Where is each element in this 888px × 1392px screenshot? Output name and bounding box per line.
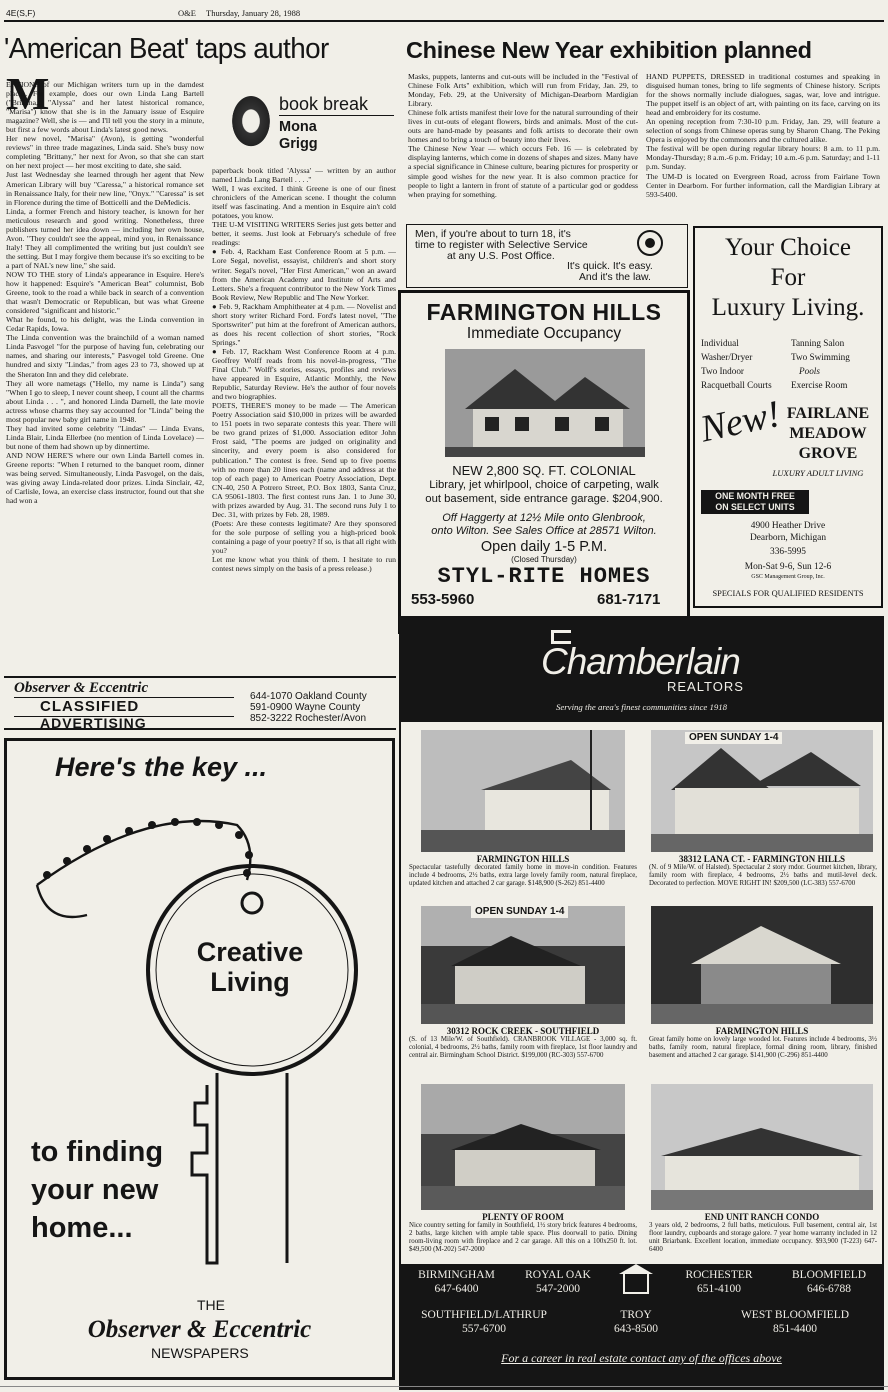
chamberlain-ad [399, 616, 884, 1390]
fairlane-amenities-right [791, 336, 881, 392]
header-rule [4, 20, 884, 22]
listing-4-title: FARMINGTON HILLS [715, 1026, 809, 1036]
listing-2-photo [651, 730, 873, 852]
office-royal-oak [513, 1268, 603, 1296]
listing-5-house [421, 1084, 625, 1210]
listing-5-photo [421, 1084, 625, 1210]
key-ad-headline: Here's the key ... [55, 752, 268, 782]
listing-3-open-banner: OPEN SUNDAY 1-4 [471, 906, 568, 918]
office-west-bloomfield-phone: 851-4400 [772, 1323, 818, 1335]
new-script: New! [696, 392, 784, 451]
selective-service-ad [406, 224, 688, 288]
house-drawing [445, 349, 645, 457]
classified-label: CLASSIFIED [40, 698, 140, 715]
listing-6-desc: 3 years old, 2 bedrooms, 2 full baths, meticulous. Full basement, central air, 1st floor laundry, cupboards and storage galore. 7 year home warranty included in 12 unit Briarbank. Excellent location, immediate occupancy. $93,900 (T-223) 647-6400 [649, 1222, 877, 1253]
farmington-body-1: Library, jet whirlpool, choice of carpeting, walk [429, 479, 659, 491]
headline-american-beat: 'American Beat' taps author [4, 33, 329, 65]
listing-3 [407, 904, 639, 1076]
column-logo [211, 88, 396, 162]
listing-3-house [421, 906, 625, 1024]
farmington-headline: NEW 2,800 SQ. FT. COLONIAL [452, 463, 636, 478]
office-troy-phone: 643-8500 [613, 1323, 659, 1335]
office-southfield-lathrup [409, 1308, 559, 1336]
amenity-left-0: Individual [701, 338, 739, 348]
listing-4-desc: Great family home on lovely large wooded lot. Features include 4 bedrooms, 3½ baths, family room, natural fireplace, formal dining room, library, finished basement and attached 2 car garage. $141,900 (C-296) 851-4400 [649, 1036, 877, 1059]
amenity-right-3: Exercise Room [791, 380, 848, 390]
chamberlain-career-footer: For a career in real estate contact any of the offices above [501, 1351, 782, 1365]
farmington-house-photo [445, 349, 645, 457]
free-line-2: ON SELECT UNITS [715, 502, 795, 512]
office-west-bloomfield-city: WEST BLOOMFIELD [740, 1309, 850, 1321]
office-royal-oak-city: ROYAL OAK [525, 1269, 591, 1281]
chamberlain-offices-bar [401, 1264, 882, 1388]
chamberlain-logo: Chamberlain [541, 641, 740, 682]
key-ad [4, 738, 395, 1380]
drop-cap: M [6, 68, 50, 119]
office-birmingham-city: BIRMINGHAM [418, 1269, 495, 1281]
farmington-open-hours: Open daily 1-5 P.M. [480, 539, 608, 555]
key-hole [242, 893, 262, 913]
columnist-photo [227, 95, 275, 153]
listing-2-desc: (N. of 9 Mile/W. of Halsted). Spectacular 2 story rndor. Gourmet kitchen, library, family room with fireplace, 4 bedrooms, 2½ baths and mutil-level deck. Decorated to perfection. MOVE RIGHT IN! $209,500 (LC-383) 557-6700 [649, 864, 877, 887]
key-text-creative: Creative [196, 937, 304, 967]
listing-6-house [651, 1084, 873, 1210]
selective-line-2: time to register with Selective Service [415, 240, 588, 251]
classified-phone-2: 591-0900 Wayne County [250, 702, 361, 713]
farmington-closed: (Closed Thursday) [511, 555, 577, 564]
classified-advertising-box [4, 676, 396, 730]
page-number: 4E(S,F) [6, 8, 36, 18]
farmington-title: FARMINGTON HILLS [426, 299, 662, 325]
fairlane-address-1: 4900 Heather Drive [750, 521, 826, 531]
amenity-right-2: Pools [799, 366, 820, 376]
page-header [6, 6, 882, 20]
amenity-left-1: Washer/Dryer [701, 352, 753, 362]
fairlane-amenities-left [701, 336, 791, 392]
headline-chinese-new-year: Chinese New Year exhibition planned [406, 37, 812, 63]
fairlane-hours: Mon-Sat 9-6, Sun 12-6 [744, 562, 832, 572]
listing-4-photo [651, 906, 873, 1024]
selective-line-4: It's quick. It's easy. [567, 261, 653, 272]
office-bloomfield-city: BLOOMFIELD [791, 1269, 867, 1281]
one-month-free-banner [701, 490, 809, 514]
selective-line-3: at any U.S. Post Office. [447, 251, 555, 262]
fairlane-headline-1: Your Choice [725, 234, 851, 261]
listing-4-house [651, 906, 873, 1024]
free-line-1: ONE MONTH FREE [715, 491, 795, 501]
fairlane-phone: 336-5995 [770, 547, 806, 557]
selective-service-seal-icon [637, 230, 663, 256]
oe-newspapers: NEWSPAPERS [151, 1345, 249, 1361]
office-troy [591, 1308, 681, 1336]
kicker-rule [279, 115, 394, 116]
listing-3-title: 30312 ROCK CREEK - SOUTHFIELD [446, 1026, 600, 1036]
listing-5-desc: Nice country setting for family in Southfield, 1½ story brick features 4 bedrooms, 2 baths, large kitchen with ample table space. Plus doorwall to patio. Dining room-living room with fireplace and 2 car garage. All this on a 100x250 ft. lot. $49,500 (M-202) 547-2000 [409, 1222, 637, 1253]
oe-logo: Observer & Eccentric [87, 1316, 312, 1343]
equal-housing-roof-icon [619, 1264, 653, 1274]
equal-housing-icon [623, 1272, 649, 1294]
fairlane-specials: SPECIALS FOR QUALIFIED RESIDENTS [712, 589, 864, 598]
amenity-left-2: Two Indoor [701, 366, 744, 376]
office-birmingham [409, 1268, 504, 1296]
styl-rite-phone-1: 553-5960 [411, 591, 475, 608]
office-royal-oak-phone: 547-2000 [535, 1283, 581, 1295]
fairlane-name-3: GROVE [798, 445, 858, 462]
office-troy-city: TROY [620, 1309, 652, 1321]
amenity-right-0: Tanning Salon [791, 338, 845, 348]
chamberlain-header [401, 618, 882, 722]
american-beat-column-1: ENTIONS of our Michigan writers turn up in the darndest places. For example, does our own Linda Lang Bartell ("Brianna," "Alyssa" and her latest historical romance, "Marisa") know that she is in the January issue of Esquire magazine? Well, she is — and I'll tell you the story in a minute, but first a few words about Linda's latest good news. Her new novel, "Marisa" (Avon), is getting "wonderful reviews" in three trade magazines, Linda said. She's busy now completing "Brittany," her next for Avon, so that she can start on her next project — her most exciting to date, she said. Just last Wednesday she learned through her agent that New American Library will buy "Caressa," a historical romance set in Renaissance Italy, for their new line, "Onyx." "Caressa" is set in Florence during the time of Botticelli and the DeMedicis. Linda, a former French and history teacher, is known for her meticulous research and good writing. Nonetheless, three publishers turned her idea down — including her own house, Avon. "They couldn't see the appeal, mind you, in Renaissance Italy! They all complimented the writing but just couldn't see the setting. But I may forgive them because it's so exciting to be a part of NAL's new line," she said. NOW TO THE story of Linda's appearance in Esquire. Here's how it happened: Esquire's "American Beat" columnist, Bob Greene, took to the road a while back in search of a convention that wasn't Democratic or Republican, but was what Greene considered "significant and historic." What he found, to his delight, was the Linda convention in Cedar Rapids, Iowa. The Linda convention was the brainchild of a woman named Linda Pasvogel "for the purpose of having fun, celebrating our names, and sharing our interests," Pasvogel told Greene. One hundred and sixty "Lindas," from ages 23 to 73, showed up at the Sheraton Inn and they did celebrate. They all wore nametags ("Hello, my name is Linda") sang "When I go to sleep, I never count sheep, I count all the charms about Linda . . . ", and honored Linda Darnell, the late movie actress whose charms they say accounted for "Linda" being the most popular new baby girl name in 1948. They had invited some celebrity "Lindas" — Linda Evans, Linda Blair, Linda Ellerbee (no mention of Linda Lovelace) — but none of them had shown up by dinnertime. AND NOW HERE'S where our own Linda Bartell comes in. Greene reports: "When I returned to the banquet room, dinner was being served. Simultaneously, Linda Pasvogel, on the dais, was giving away Linda-related door prizes. Linda Sinclair, 42, of Carlisle, Iowa, an exercise class instructor, found out that she had won a [6, 80, 204, 506]
columnist-name: Mona Grigg [279, 119, 318, 152]
office-southfield-phone: 557-6700 [461, 1323, 507, 1335]
bottom-rule [0, 1386, 888, 1387]
office-bloomfield-phone: 646-6788 [806, 1283, 852, 1295]
fairlane-management: GSC Management Group, Inc. [751, 574, 825, 580]
farmington-subtitle: Immediate Occupancy [466, 325, 622, 342]
listing-3-desc: (S. of 13 Mile/W. of Southfield). CRANBROOK VILLAGE - 3,000 sq. ft. colonial, 4 bedrooms, 2½ baths, family room with fireplace, 1st floor laundry and central air. Birmingham School District. $199,000 (RC-303) 557-6700 [409, 1036, 637, 1059]
styl-rite-phone-2: 681-7171 [597, 591, 661, 608]
american-beat-column-2: paperback book titled 'Alyssa' — written by an author named Linda Lang Bartell . . . ." Well, I was excited. I think Greene is one of our finest chroniclers of the American scene. I thought the column itself was fascinating. And a mention in Esquire ain't cold potatoes, you know. THE U-M VISITING WRITERS Series just gets better and better, it seems. Just look at February's schedule of free readings: ● Feb. 4, Rackham East Conference Room at 5 p.m. — Lore Segal, novelist, essayist, children's and short story writer. Segal's novel, "Her First American," won an award from the American Academy and Institute of Arts and Letters. She's a frequent contributor to the New York Times Book Review, New Republic and The New Yorker. ● Feb. 9, Rackham Amphitheater at 4 p.m. — Novelist and short story writer Richard Ford. Ford's latest novel, "The Sportswriter" put him at the forefront of American authors, as does his recent collection of short stories, "Rock Springs." ● Feb. 17, Rackham West Conference Room at 4 p.m. Geoffrey Wolff reads from his novel-in-progress, "The Final Club." Wolff's stories, essays, profiles and reviews have appeared in Esquire, Atlantic Monthly, the New Republic, Saturday Review. He's the author of four novels and two biographies. POETS, THERE'S money to be made — The American Poetry Association said $10,000 in prizes will be awarded to 151 poets in two separate contests this year. There will be two grand prizes of $1,000. Association editor John Frost said, "The poems are judged on originality and sincerity, and every poem is also considered for publication." The contest is free. Send up to five poems with no more than 20 lines each (name and address at the top of each page) to American Poetry Association, Dept. CN-40, 250 A Potrero Street, P.O. Box 1803, Santa Cruz, CA 95061-1803. The first contest runs Jan. 1 to June 30, with prizes awarded by Aug. 31. The second runs July 1 to Dec. 31, with prizes by Feb. 28, 1989. (Poets: Are these contests legitimate? Are they sponsored for the sole purpose of selling you a high-priced book containing a page of your poetry? If so, is that all right with you? Let me know what you think of them. I hesitate to run contest news simply on the basis of a press release.) [212, 166, 396, 574]
office-west-bloomfield [711, 1308, 879, 1336]
styl-rite-logo: STYL-RITE HOMES [437, 564, 651, 589]
listing-1 [407, 728, 639, 898]
chinese-new-year-column-2: HAND PUPPETS, DRESSED in traditional costumes and speaking in disguised human tones, bring to life segments of Chinese history. Scripts for the shows normally include dialogues, sagas, war, love and intrigue. The puppet itself is an object of art, with painting on its face, carving on its head and embroidery for its costume. An opening reception from 7:30-10 p.m. Friday, Jan. 29, will feature a selection of songs from Chinese operas sung by Sharon Chang. The Peking Opera is enjoyed by the commoners and the cultured alike. The festival will be open during regular library hours: 8 a.m. to 11 p.m. Monday-Thursday; 8 a.m.-6 p.m. Friday; 10 a.m.-6 p.m. Saturday; and 1-11 p.m. Sunday. The UM-D is located on Evergreen Road, across from Fairlane Town Center in Dearborn. For further information, call the Mardigian Library at 593-5400. [646, 72, 880, 199]
farmington-hills-ad [398, 290, 690, 634]
listing-6-title: END UNIT RANCH CONDO [704, 1212, 820, 1222]
oe-the: THE [197, 1297, 225, 1313]
office-rochester [669, 1268, 769, 1296]
listing-2-house [651, 730, 873, 852]
classified-phone-3: 852-3222 Rochester/Avon [250, 713, 367, 724]
fairlane-headline-3: Luxury Living. [711, 294, 865, 321]
fairlane-address-2: Dearborn, Michigan [749, 533, 827, 543]
office-rochester-city: ROCHESTER [685, 1269, 753, 1281]
office-bloomfield [779, 1268, 879, 1296]
office-birmingham-phone: 647-6400 [434, 1283, 479, 1295]
chinese-new-year-column-1: Masks, puppets, lanterns and cut-outs will be included in the "Festival of Chinese Folk Arts" exhibition, which will run from Friday, Jan. 29, to Monday, Feb. 29, at the University of Michigan-Dearborn Mardigian Library. Chinese folk artists manifest their love for the natural surrounding of their lives in cut-outs of elegant flowers, birds and animals. Most of the cut-outs are hand-made by peasants and folk artists to decorate their own homes and to bring a touch of beauty into their lives. The Chinese New Year — which occurs Feb. 16 — is celebrated by displaying lanterns, which come in dozens of shapes and sizes. Many have a special significance in Chinese culture, bearing pictures for prosperity or simple good wishes for the new year. It is also common practice for people to light a lantern in front of statute of a particular god or goddess when praying for something. [408, 72, 638, 199]
amenity-left-3: Racquetball Courts [701, 380, 772, 390]
bead-chain [37, 821, 250, 917]
classified-logo: Observer & Eccentric [14, 680, 149, 696]
farmington-directions-2: onto Wilton. See Sales Office at 28571 Wilton. [431, 525, 657, 537]
listing-2-open-banner: OPEN SUNDAY 1-4 [685, 732, 782, 744]
listing-6-photo [651, 1084, 873, 1210]
chamberlain-realtors: REALTORS [667, 679, 744, 694]
office-rochester-phone: 651-4100 [696, 1283, 742, 1295]
listing-5-title: PLENTY OF ROOM [482, 1212, 564, 1222]
fairlane-name-1: FAIRLANE [786, 405, 870, 422]
listing-4 [645, 904, 879, 1076]
listing-1-house [421, 730, 625, 852]
listing-1-photo [421, 730, 625, 852]
farmington-directions-1: Off Haggerty at 12½ Mile onto Glenbrook, [442, 512, 646, 524]
key-ad-subheadline: to finding your new home... [31, 1136, 164, 1244]
listing-3-photo [421, 906, 625, 1024]
listing-2-title: 38312 LANA CT. - FARMINGTON HILLS [678, 854, 846, 864]
fairlane-headline-2: For [770, 264, 806, 291]
listing-2 [645, 728, 879, 898]
listing-5 [407, 1082, 639, 1258]
key-text-living: Living [210, 967, 290, 997]
listing-1-desc: Spectacular tastefully decorated family home in move-in condition. Features include 4 bedrooms, 2½ baths, extra large lovely family room, natural fireplace, updated kitchen and attached 2 car garage. $148,900 (S-262) 851-4400 [409, 864, 637, 887]
key-blade [192, 1073, 287, 1263]
office-southfield-city: SOUTHFIELD/LATHRUP [421, 1309, 547, 1321]
issue-date: Thursday, January 28, 1988 [206, 8, 301, 18]
selective-line-5: And it's the law. [579, 272, 651, 283]
amenity-right-1: Two Swimming [791, 352, 850, 362]
fairlane-name-2: MEADOW [789, 425, 867, 442]
fairlane-meadow-grove-ad [693, 226, 883, 608]
fairlane-tagline: LUXURY ADULT LIVING [772, 468, 864, 478]
listing-6 [645, 1082, 879, 1258]
column-kicker: book break [279, 94, 369, 114]
paper-name: O&E [178, 8, 196, 18]
advertising-label: ADVERTISING [40, 715, 147, 731]
selective-line-1: Men, if you're about to turn 18, it's [415, 229, 571, 240]
farmington-body-2: out basement, side entrance garage. $204,900. [425, 493, 663, 505]
listing-1-title: FARMINGTON HILLS [476, 854, 570, 864]
chamberlain-tagline: Serving the area's finest communities since 1918 [555, 702, 728, 712]
classified-phone-1: 644-1070 Oakland County [250, 691, 367, 702]
